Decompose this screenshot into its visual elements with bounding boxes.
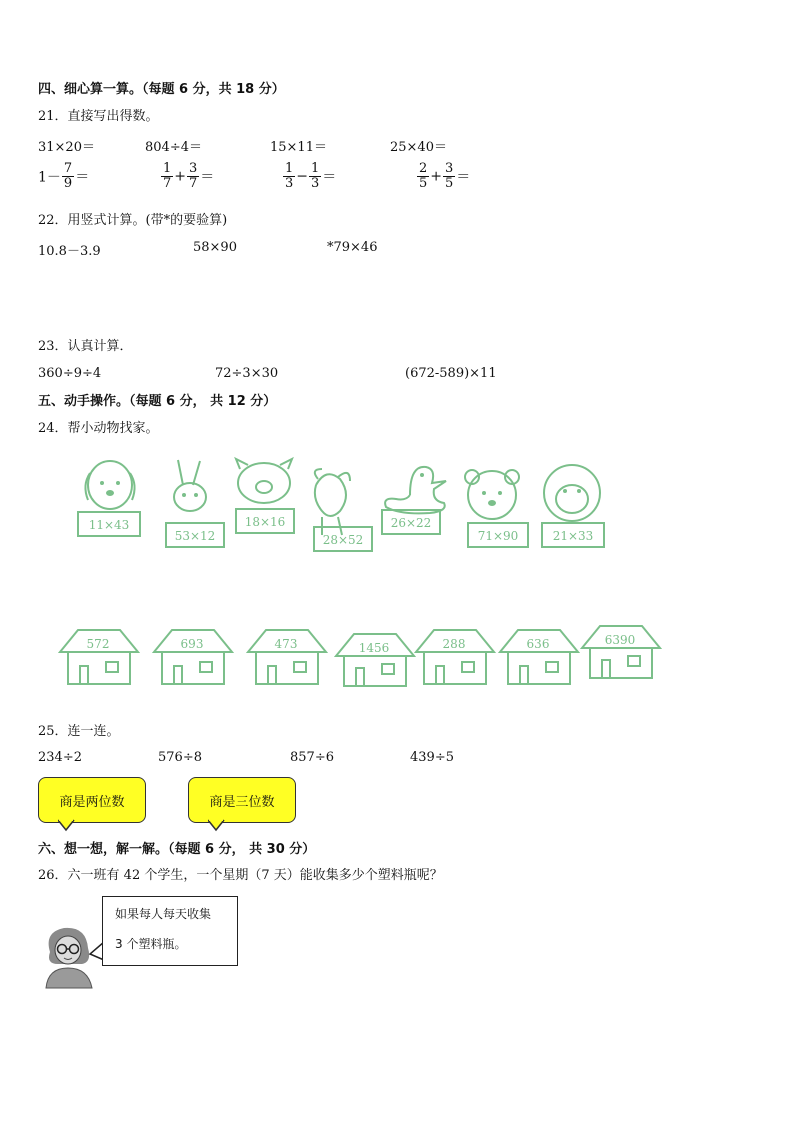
speech-line-1: 如果每人每天收集 — [115, 907, 212, 921]
house-number: 473 — [274, 637, 298, 651]
bubble-three-digit-quotient[interactable] — [188, 777, 296, 823]
question-22-label: 22．用竖式计算。(带*的要验算) — [38, 213, 228, 228]
animals-illustration — [60, 455, 620, 555]
animal-label-monkey: 21×33 — [552, 529, 594, 543]
bubble-label: 商是三位数 — [209, 794, 275, 810]
question-24-label: 24．帮小动物找家。 — [38, 421, 159, 436]
q22-item-1: 10.8－3.9 — [38, 244, 101, 259]
q21-item-4: 25×40＝ — [390, 140, 447, 155]
q25-item-3: 857÷6 — [290, 750, 334, 765]
house-number: 6390 — [604, 633, 636, 647]
house-number: 572 — [86, 637, 110, 651]
question-21-label: 21．直接写出得数。 — [38, 109, 159, 124]
section-4-title: 四、细心算一算。（每题 6 分，共 18 分） — [38, 82, 285, 97]
q22-item-2: 58×90 — [193, 240, 237, 255]
house-number: 288 — [442, 637, 466, 651]
houses-illustration — [58, 622, 668, 692]
question-26-label: 26．六一班有 42 个学生，一个星期（7 天）能收集多少个塑料瓶呢？ — [38, 868, 443, 883]
house-2 — [154, 630, 232, 684]
house-3 — [248, 630, 326, 684]
q25-item-4: 439÷5 — [410, 750, 454, 765]
q25-item-1: 234÷2 — [38, 750, 82, 765]
q21-fraction-3: $\frac{1}{3}$ − $\frac{1}{3}$ ＝ — [285, 161, 337, 191]
q23-item-2: 72÷3×30 — [215, 366, 279, 381]
animal-label-duck: 26×22 — [390, 516, 432, 530]
q23-item-1: 360÷9÷4 — [38, 366, 102, 381]
question-25-label: 25．连一连。 — [38, 724, 120, 739]
bubble-tail — [58, 818, 78, 832]
q21-item-3: 15×11＝ — [270, 140, 327, 155]
q21-item-2: 804÷4＝ — [145, 140, 202, 155]
q21-fraction-2: $\frac{1}{7}$ + $\frac{3}{7}$ ＝ — [163, 161, 215, 191]
q21-fraction-4: $\frac{2}{5}$ + $\frac{3}{5}$ ＝ — [419, 161, 471, 191]
animal-label-bear: 71×90 — [477, 529, 519, 543]
animal-label-dog: 11×43 — [88, 518, 130, 532]
pig-icon — [236, 459, 294, 533]
goat-icon — [314, 469, 372, 551]
section-5-title: 五、动手操作。（每题 6 分， 共 12 分） — [38, 394, 277, 409]
house-6 — [500, 630, 578, 684]
bubble-tail — [208, 818, 228, 832]
speech-bubble — [102, 896, 238, 966]
animal-label-rabbit: 53×12 — [174, 529, 216, 543]
animal-label-goat: 28×52 — [322, 533, 364, 547]
bubble-label: 商是两位数 — [59, 794, 125, 810]
duck-icon — [382, 467, 446, 534]
house-1 — [60, 630, 138, 684]
house-number: 693 — [180, 637, 204, 651]
house-number: 636 — [526, 637, 550, 651]
q23-item-3: (672-589)×11 — [405, 366, 497, 381]
question-23-label: 23．认真计算． — [38, 339, 133, 354]
house-7 — [582, 626, 660, 678]
house-4 — [336, 634, 414, 686]
dog-icon — [78, 461, 140, 536]
house-5 — [416, 630, 494, 684]
bubble-two-digit-quotient[interactable] — [38, 777, 146, 823]
bear-icon — [465, 470, 528, 547]
rabbit-icon — [166, 460, 224, 547]
monkey-icon — [542, 465, 604, 547]
animal-label-pig: 18×16 — [244, 515, 286, 529]
q21-item-1: 31×20＝ — [38, 140, 95, 155]
q21-fraction-1: 1－ $\frac{7}{9}$ ＝ — [38, 161, 90, 191]
q25-item-2: 576÷8 — [158, 750, 202, 765]
section-6-title: 六、想一想，解一解。（每题 6 分， 共 30 分） — [38, 842, 316, 857]
speech-line-2: 3 个塑料瓶。 — [115, 937, 187, 951]
house-number: 1456 — [358, 641, 390, 655]
q22-item-3: *79×46 — [327, 240, 378, 255]
